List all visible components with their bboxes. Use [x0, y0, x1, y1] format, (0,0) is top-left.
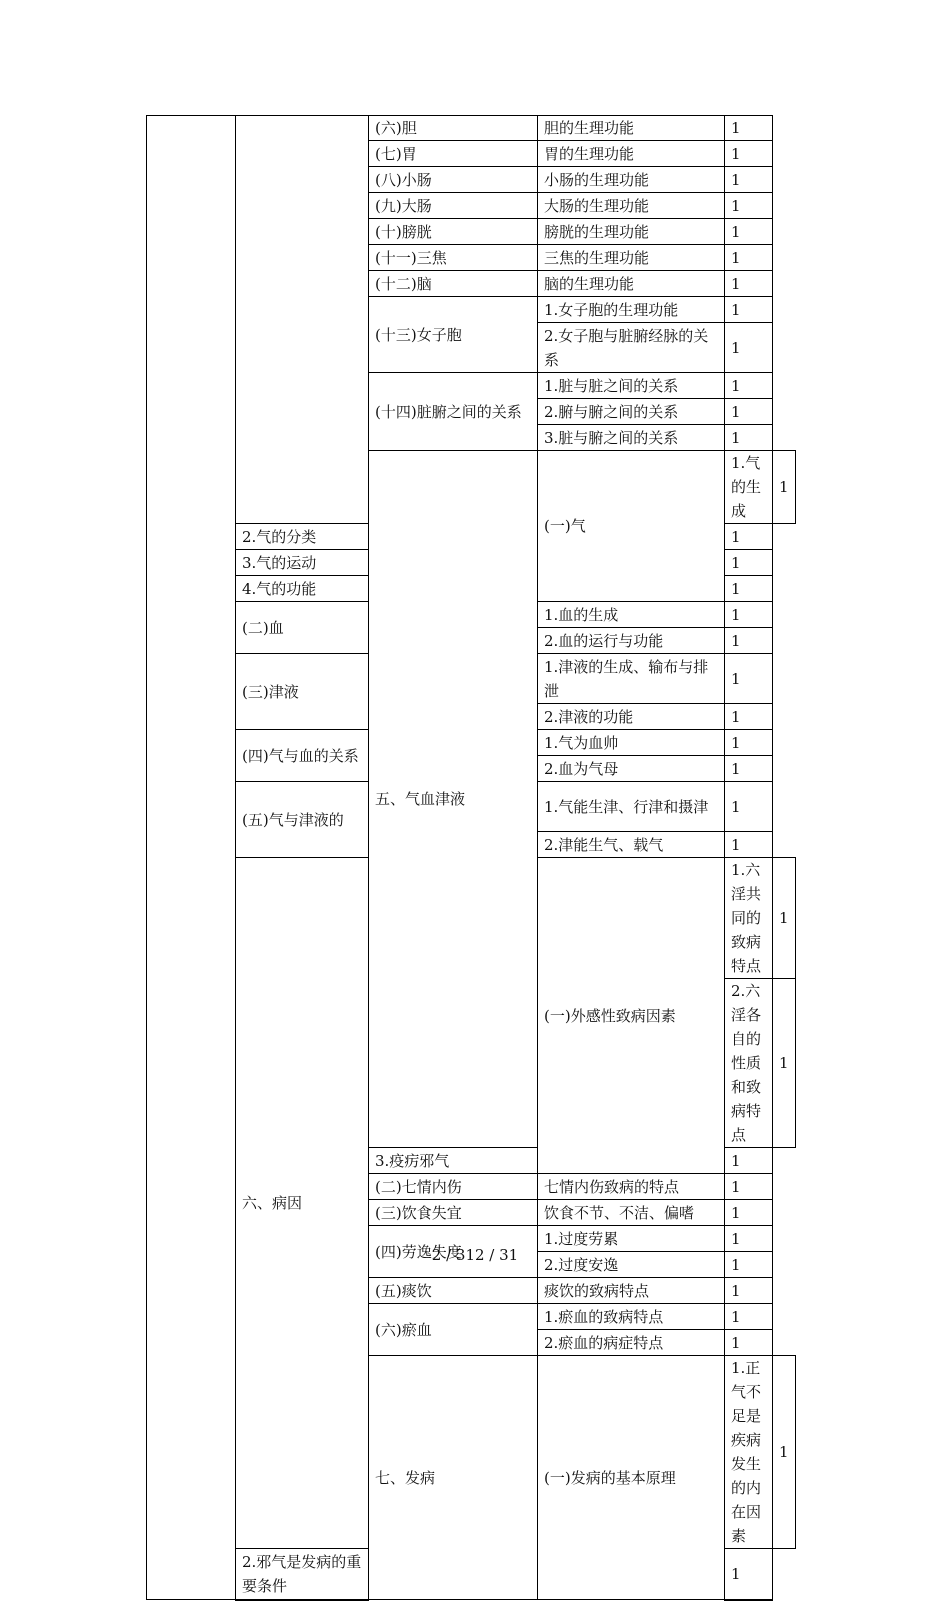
level-cell: 1: [773, 1356, 796, 1549]
level-cell: 1: [725, 704, 773, 730]
level-cell: 1: [725, 271, 773, 297]
level-cell: 1: [725, 756, 773, 782]
item-cell: 痰饮的致病特点: [538, 1278, 725, 1304]
level-cell: 1: [725, 524, 773, 550]
item-cell: 1.气的生成: [725, 451, 773, 524]
chapter-cell: 五、气血津液: [369, 451, 538, 1148]
topic-cell: (二)七情内伤: [369, 1174, 538, 1200]
item-cell: 3.疫疠邪气: [369, 1148, 538, 1174]
item-cell: 1.脏与脏之间的关系: [538, 373, 725, 399]
item-cell: 七情内伤致病的特点: [538, 1174, 725, 1200]
item-cell: 1.正气不足是疾病发生的内在因素: [725, 1356, 773, 1549]
topic-cell: (七)胃: [369, 141, 538, 167]
level-cell: 1: [725, 1226, 773, 1252]
level-cell: 1: [725, 1330, 773, 1356]
page-number: 2 / 312 / 31: [431, 1246, 519, 1264]
item-cell: 饮食不节、不洁、偏嗜: [538, 1200, 725, 1226]
level-cell: 1: [725, 628, 773, 654]
level-cell: 1: [725, 323, 773, 373]
item-cell: 2.瘀血的病症特点: [538, 1330, 725, 1356]
level-cell: 1: [725, 782, 773, 832]
level-cell: 1: [725, 730, 773, 756]
item-cell: 三焦的生理功能: [538, 245, 725, 271]
topic-cell: (三)饮食失宜: [369, 1200, 538, 1226]
item-cell: 胃的生理功能: [538, 141, 725, 167]
level-cell: 1: [725, 245, 773, 271]
level-cell: 1: [725, 219, 773, 245]
level-cell: 1: [725, 167, 773, 193]
level-cell: 1: [725, 297, 773, 323]
item-cell: 3.脏与腑之间的关系: [538, 425, 725, 451]
level-cell: 1: [725, 373, 773, 399]
level-cell: 1: [725, 425, 773, 451]
table-body: [147, 116, 796, 1600]
level-cell: 1: [725, 832, 773, 858]
topic-cell: (六)瘀血: [369, 1304, 538, 1356]
topic-cell: (四)劳逸失度: [369, 1226, 538, 1278]
chapter-cell: [236, 116, 369, 524]
topic-cell: (十四)脏腑之间的关系: [369, 373, 538, 451]
topic-cell: (六)胆: [369, 116, 538, 141]
topic-cell: (五)气与津液的: [236, 782, 369, 858]
item-cell: 2.邪气是发病的重要条件: [236, 1549, 369, 1600]
item-cell: 2.津能生气、载气: [538, 832, 725, 858]
topic-cell: (四)气与血的关系: [236, 730, 369, 782]
level-cell: 1: [725, 116, 773, 141]
topic-cell: (一)气: [538, 451, 725, 602]
item-cell: 1.瘀血的致病特点: [538, 1304, 725, 1330]
level-cell: 1: [725, 1148, 773, 1174]
level-cell: 1: [725, 1549, 773, 1600]
table-row: [147, 116, 796, 141]
topic-cell: (十二)脑: [369, 271, 538, 297]
level-cell: 1: [725, 1174, 773, 1200]
level-cell: 1: [773, 451, 796, 524]
topic-cell: (十一)三焦: [369, 245, 538, 271]
topic-cell: (十)膀胱: [369, 219, 538, 245]
level-cell: 1: [725, 141, 773, 167]
level-cell: 1: [725, 1304, 773, 1330]
section-cell: [147, 116, 236, 1600]
level-cell: 1: [725, 602, 773, 628]
item-cell: 1.六淫共同的致病特点: [725, 858, 773, 979]
level-cell: 1: [725, 654, 773, 704]
item-cell: 2.六淫各自的性质和致病特点: [725, 979, 773, 1148]
item-cell: 2.津液的功能: [538, 704, 725, 730]
topic-cell: (九)大肠: [369, 193, 538, 219]
outline-table: [146, 115, 796, 1601]
item-cell: 2.气的分类: [236, 524, 369, 550]
item-cell: 1.女子胞的生理功能: [538, 297, 725, 323]
item-cell: 大肠的生理功能: [538, 193, 725, 219]
chapter-cell: 六、病因: [236, 858, 369, 1549]
item-cell: 胆的生理功能: [538, 116, 725, 141]
item-cell: 2.女子胞与脏腑经脉的关系: [538, 323, 725, 373]
item-cell: 3.气的运动: [236, 550, 369, 576]
item-cell: 膀胱的生理功能: [538, 219, 725, 245]
level-cell: 1: [725, 193, 773, 219]
level-cell: 1: [725, 1278, 773, 1304]
topic-cell: (八)小肠: [369, 167, 538, 193]
item-cell: 2.血为气母: [538, 756, 725, 782]
item-cell: 1.气为血帅: [538, 730, 725, 756]
level-cell: 1: [773, 858, 796, 979]
topic-cell: (一)外感性致病因素: [538, 858, 725, 1174]
item-cell: 1.血的生成: [538, 602, 725, 628]
chapter-cell: 七、发病: [369, 1356, 538, 1600]
topic-cell: (二)血: [236, 602, 369, 654]
topic-cell: (一)发病的基本原理: [538, 1356, 725, 1600]
item-cell: 2.血的运行与功能: [538, 628, 725, 654]
topic-cell: (十三)女子胞: [369, 297, 538, 373]
item-cell: 1.过度劳累: [538, 1226, 725, 1252]
level-cell: 1: [725, 1200, 773, 1226]
item-cell: 1.津液的生成、输布与排泄: [538, 654, 725, 704]
item-cell: 1.气能生津、行津和摄津: [538, 782, 725, 832]
level-cell: 1: [773, 979, 796, 1148]
topic-cell: (五)痰饮: [369, 1278, 538, 1304]
level-cell: 1: [725, 399, 773, 425]
topic-cell: (三)津液: [236, 654, 369, 730]
level-cell: 1: [725, 1252, 773, 1278]
item-cell: 脑的生理功能: [538, 271, 725, 297]
level-cell: 1: [725, 576, 773, 602]
item-cell: 2.过度安逸: [538, 1252, 725, 1278]
item-cell: 4.气的功能: [236, 576, 369, 602]
level-cell: 1: [725, 550, 773, 576]
item-cell: 2.腑与腑之间的关系: [538, 399, 725, 425]
item-cell: 小肠的生理功能: [538, 167, 725, 193]
